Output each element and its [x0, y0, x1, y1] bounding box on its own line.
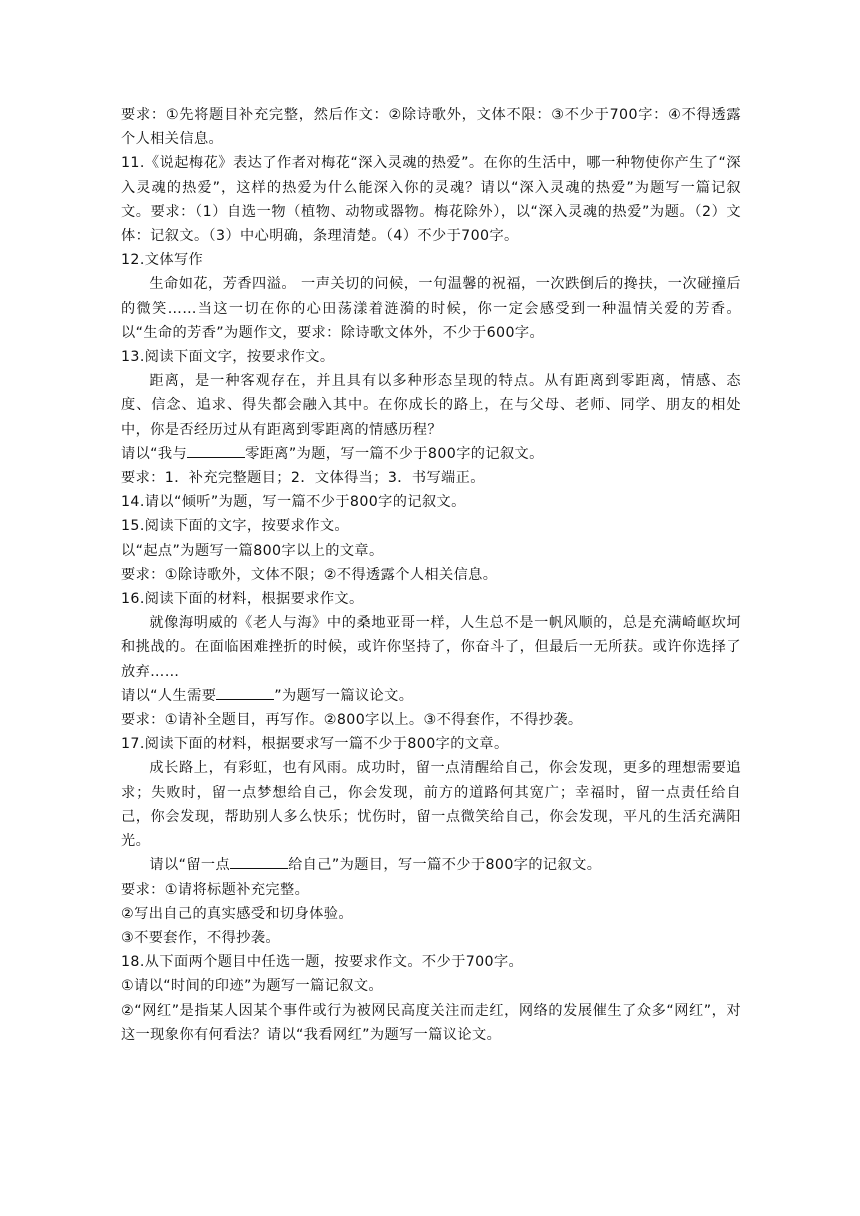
prompt-text-before: 请以“留一点 [149, 857, 231, 874]
question-17-prompt [121, 853, 741, 877]
question-11: 11.《说起梅花》表达了作者对梅花“深入灵魂的热爱”。在你的生活中，哪一种物使你产生了“深入灵魂的热爱”，这样的热爱为什么能深入你的灵魂？请以“深入灵魂的热爱”为题写一篇记叙文。要求：（1）自选一物（植物、动物或器物。梅花除外），以“深入灵魂的热爱”为题。（2）文体：记叙文。（3）中心明确，条理清楚。（4）不少于700字。 [121, 155, 741, 245]
document-body [121, 103, 741, 1047]
question-18-option-2: ②“网红”是指某人因某个事件或行为被网民高度关注而走红，网络的发展催生了众多“网红”，对这一现象你有何看法？请以“我看网红”为题写一篇议论文。 [121, 1002, 741, 1043]
question-13-material: 距离，是一种客观存在，并且具有以多种形态呈现的特点。从有距离到零距离，情感、态度、信念、追求、得失都会融入其中。在你成长的路上，在与父母、老师、同学、朋友的相处中，你是否经历过从有距离到零距离的情感历程？ [121, 373, 741, 438]
fill-in-blank [230, 853, 288, 869]
question-17-requirement-3: ③不要套作，不得抄袭。 [121, 929, 280, 946]
question-15-title: 15.阅读下面的文字，按要求作文。 [121, 518, 349, 535]
fill-in-blank [187, 442, 245, 458]
question-18-title: 18.从下面两个题目中任选一题，按要求作文。不少于700字。 [121, 954, 524, 971]
question-16-requirements: 要求：①请补全题目，再写作。②800字以上。③不得套作，不得抄袭。 [121, 712, 583, 729]
question-16-title: 16.阅读下面的材料，根据要求作文。 [121, 591, 364, 608]
question-13-title: 13.阅读下面文字，按要求作文。 [121, 349, 335, 366]
question-17-requirement-2: ②写出自己的真实感受和切身体验。 [121, 905, 353, 922]
prompt-text-after: 给自己”为题目，写一篇不少于800字的记叙文。 [288, 857, 602, 874]
prompt-text-before: 请以“人生需要 [121, 687, 217, 704]
question-12-material: 生命如花，芳香四溢。 一声关切的问候，一句温馨的祝福，一次跌倒后的搀扶，一次碰撞后的微笑……当这一切在你的心田荡漾着涟漪的时候，你一定会感受到一种温情关爱的芳香。以“生命的芳香”为题作文，要求：除诗歌文体外，不少于600字。 [121, 276, 741, 341]
question-15-requirements: 要求：①除诗歌外，文体不限；②不得透露个人相关信息。 [121, 566, 498, 583]
question-18-option-1: ①请以“时间的印迹”为题写一篇记叙文。 [121, 978, 384, 995]
fill-in-blank [216, 684, 274, 700]
prompt-text-after: 零距离”为题，写一篇不少于800字的记叙文。 [245, 445, 544, 462]
prompt-text-before: 请以“我与 [121, 445, 188, 462]
question-13-prompt [121, 442, 741, 466]
question-17-title: 17.阅读下面的材料，根据要求写一篇不少于800字的文章。 [121, 736, 509, 753]
question-12-title: 12.文体写作 [121, 252, 204, 269]
question-17-material: 成长路上，有彩虹，也有风雨。成功时，留一点清醒给自己，你会发现，更多的理想需要追求；失败时，留一点梦想给自己，你会发现，前方的道路何其宽广；幸福时，留一点责任给自己，你会发现，帮助别人多么快乐；忧伤时，留一点微笑给自己，你会发现，平凡的生活充满阳光。 [121, 760, 741, 850]
question-14: 14.请以“倾听”为题，写一篇不少于800字的记叙文。 [121, 494, 466, 511]
question-13-requirements: 要求：1．补充完整题目；2．文体得当；3．书写端正。 [121, 470, 485, 487]
question-17-requirement-1: 要求：①请将标题补充完整。 [121, 881, 310, 898]
requirement-paragraph: 要求：①先将题目补充完整，然后作文：②除诗歌外，文体不限：③不少于700字：④不得透露个人相关信息。 [121, 107, 741, 148]
question-16-prompt [121, 684, 741, 708]
prompt-text-after: ”为题写一篇议论文。 [274, 687, 414, 704]
question-16-material: 就像海明威的《老人与海》中的桑地亚哥一样，人生总不是一帆风顺的，总是充满崎岖坎坷和挑战的。在面临困难挫折的时候，或许你坚持了，你奋斗了，但最后一无所获。或许你选择了放弃…… [121, 615, 741, 680]
question-15-prompt: 以“起点”为题写一篇800字以上的文章。 [121, 542, 384, 559]
